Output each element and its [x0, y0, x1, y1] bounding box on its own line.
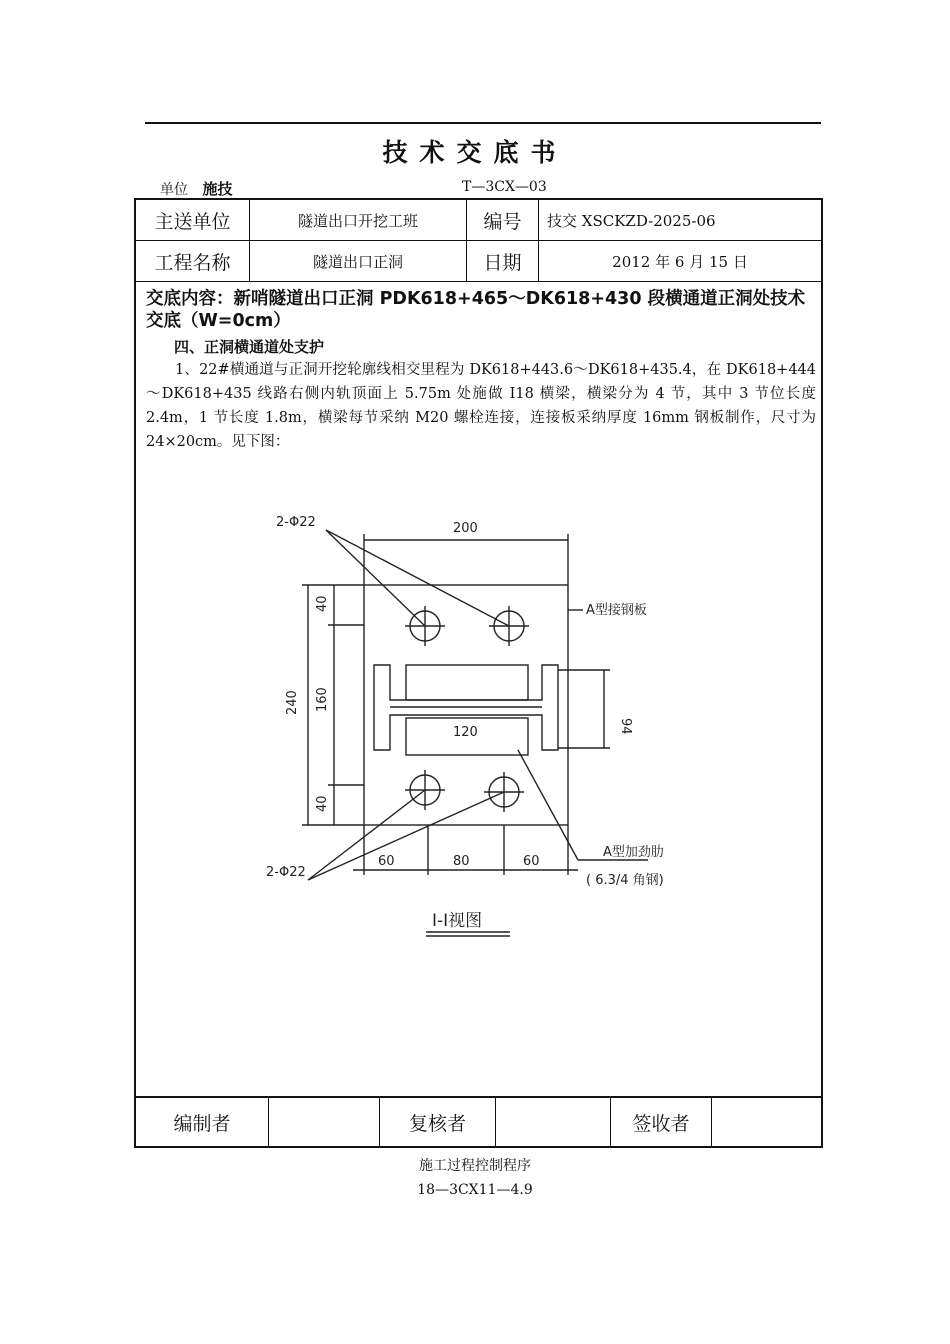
content-paragraph: 1、22#横通道与正洞开挖轮廓线相交里程为 DK618+443.6～DK618+435.4，在 DK618+444～DK618+435 线路右侧内轨顶面上 5.75m 处施做 I18 横梁，横梁分为 4 节，其中 3 节位长度 2.4m，1 节长度 1.8m，横梁每节采纳 M20 螺栓连接，连接板采纳厚度 16mm 钢板制作，尺寸为 24×20cm。见下图： — [146, 362, 816, 450]
dim-40-top: 40 — [315, 595, 330, 612]
project-label: 工程名称 — [136, 241, 250, 281]
footer-code: 18—3CX11—4.9 — [417, 1182, 533, 1198]
number-value: 技交 XSCKZD-2025-06 — [547, 211, 716, 230]
dim-60-right: 60 — [523, 854, 540, 869]
rib-label: A型加劲肋 — [603, 845, 664, 860]
document-code: T—3CX—03 — [462, 179, 547, 195]
sender-label: 主送单位 — [136, 200, 250, 240]
height-dimension: 240 — [285, 690, 300, 715]
number-label: 编号 — [467, 200, 539, 240]
dim-120: 120 — [453, 725, 478, 740]
date-value: 2012 年 6 月 15 日 — [612, 252, 748, 271]
footer-procedure: 施工过程控制程序 — [419, 1158, 531, 1174]
reviewer-field[interactable] — [496, 1098, 611, 1146]
header-row-project — [136, 241, 821, 282]
dim-94: 94 — [618, 718, 633, 735]
top-rule — [145, 122, 821, 124]
project-value: 隧道出口正洞 — [250, 241, 467, 281]
author-field[interactable] — [269, 1098, 380, 1146]
dim-80: 80 — [453, 854, 470, 869]
connection-plate-drawing — [248, 500, 708, 960]
rib-note: ( 6.3/4 角钢) — [586, 873, 664, 888]
view-title: I-I视图 — [432, 911, 483, 931]
unit-row — [160, 178, 232, 199]
disclosure-form — [134, 198, 823, 1148]
header-row-sender — [136, 200, 821, 241]
author-label: 编制者 — [136, 1098, 269, 1146]
bolt-label-top: 2-Φ22 — [276, 515, 316, 530]
signature-row — [136, 1096, 821, 1146]
dim-60-left: 60 — [378, 854, 395, 869]
sender-value: 隧道出口开挖工班 — [250, 200, 467, 240]
dim-40-bottom: 40 — [315, 795, 330, 812]
document-title: 技术交底书 — [382, 138, 568, 167]
unit-label: 单位 — [160, 182, 188, 198]
receiver-field[interactable] — [712, 1098, 821, 1146]
date-label: 日期 — [467, 241, 539, 281]
width-dimension: 200 — [453, 521, 478, 536]
unit-value: 施技 — [202, 180, 233, 198]
dim-160: 160 — [315, 687, 330, 712]
content-heading: 交底内容：新哨隧道出口正洞 PDK618+465～DK618+430 段横通道正洞处技术交底（W=0cm） — [146, 289, 806, 331]
bolt-label-bottom: 2-Φ22 — [266, 865, 306, 880]
receiver-label: 签收者 — [611, 1098, 712, 1146]
plate-label: A型接钢板 — [586, 603, 647, 618]
plate-outline — [364, 585, 568, 825]
reviewer-label: 复核者 — [380, 1098, 496, 1146]
section-title: 四、正洞横通道处支护 — [174, 338, 325, 356]
